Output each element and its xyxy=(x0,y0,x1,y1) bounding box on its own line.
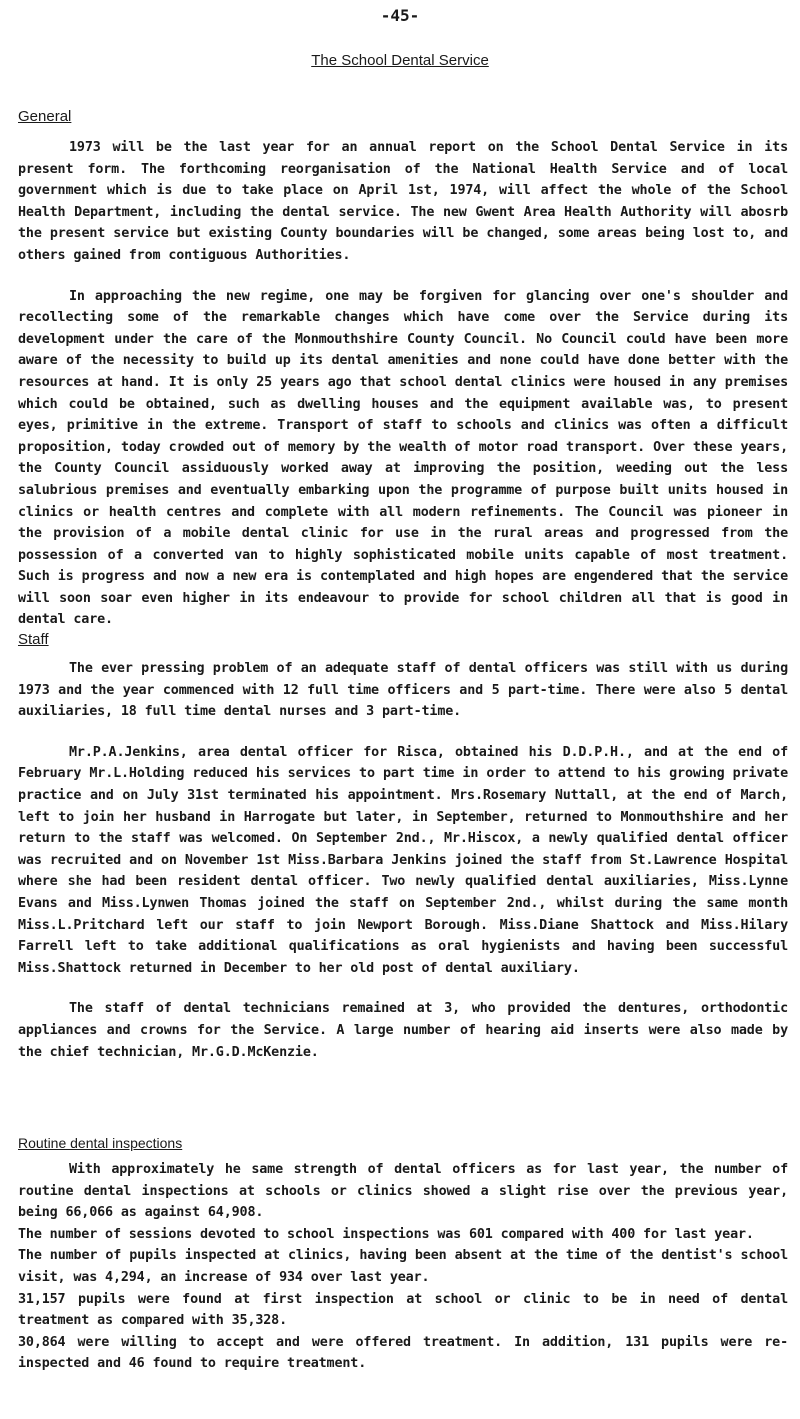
section-heading-routine: Routine dental inspections xyxy=(18,1135,183,1151)
section-general xyxy=(18,108,788,650)
paragraph-staff-2: Mr.P.A.Jenkins, area dental officer for Risca, obtained his D.D.P.H., and at the end of February Mr.L.Holding reduced his services to part time in order to attend to his growing private practice and on July 31st terminated his appointment. Mrs.Rosemary Nuttall, at the end of March, left to join her husband in Harrogate but later, in September, returned to Monmouthshire and her return to the staff was welcomed. On September 2nd., Mr.Hiscox, a newly qualified dental officer was recruited and on November 1st Miss.Barbara Jenkins joined the staff from St.Lawrence Hospital where she had been resident dental officer. Two newly qualified dental auxiliaries, Miss.Lynne Evans and Miss.Lynwen Thomas joined the staff on September 2nd., whilst during the same month Miss.L.Pritchard left our staff to join Newport Borough. Miss.Diane Shattock and Miss.Hilary Farrell left to take additional qualifications as oral hygienists and having been successful Miss.Shattock returned in December to her old post of dental auxiliary. xyxy=(18,744,788,976)
paragraph-general-2: In approaching the new regime, one may be forgiven for glancing over one's shoulder and recollecting some of the remarkable changes which have come over the Service during its development under the care of the Monmouthshire County Council. No Council could have been more aware of the necessity to build up its dental amenities and none could have done better with the resources at hand. It is only 25 years ago that school dental clinics were housed in any premises which could be obtained, such as dwelling houses and the equipment available was, to present eyes, primitive in the extreme. Transport of staff to schools and clinics was often a difficult proposition, today crowded out of memory by the wealth of motor road transport. Over these years, the County Council assiduously worked away at improving the position, weeding out the less salubrious premises and eventually embarking upon the programme of purpose built units housed in clinics or health centres and complete with all modern refinements. The Council was pioneer in the provision of a mobile dental clinic for use in the rural areas and progressed from the possession of a converted van to highly sophisticated mobile units capable of most treatment. Such is progress and now a new era is contemplated and high hopes are engendered that the service will soon soar even higher in its endeavour to provide for school children all that is good in dental care. xyxy=(18,288,788,628)
section-staff xyxy=(18,631,788,1082)
paragraph-staff-3: The staff of dental technicians remained at 3, who provided the dentures, orthodontic appliances and crowns for the Service. A large number of hearing aid inserts were also made by the chief technician, Mr.G.D.McKenzie. xyxy=(18,1001,788,1060)
section-heading-staff: Staff xyxy=(18,631,49,648)
paragraph-routine-2: The number of sessions devoted to school inspections was 601 compared with 400 for last year. xyxy=(18,1226,754,1242)
paragraph-routine-4: 31,157 pupils were found at first inspection at school or clinic to be in need of dental treatment as compared with 35,328. xyxy=(18,1291,788,1329)
paragraph-staff-1: The ever pressing problem of an adequate staff of dental officers was still with us during 1973 and the year commenced with 12 full time officers and 5 part-time. There were also 5 dental auxiliaries, 18 full time dental nurses and 3 part-time. xyxy=(18,661,788,720)
paragraph-routine-5: 30,864 were willing to accept and were offered treatment. In addition, 131 pupils were re-inspected and 46 found to require treatment. xyxy=(18,1334,788,1372)
paragraph-routine-3: The number of pupils inspected at clinics, having been absent at the time of the dentist's school visit, was 4,294, an increase of 934 over last year. xyxy=(18,1248,788,1285)
paragraph-routine-1: With approximately he same strength of dental officers as for last year, the number of routine dental inspections at schools or clinics showed a slight rise over the previous year, being 66,066 as against 64,908. xyxy=(18,1162,788,1221)
page-number: -45- xyxy=(380,6,420,25)
section-heading-general: General xyxy=(18,108,72,125)
section-routine-inspections xyxy=(18,1135,788,1375)
document-title: The School Dental Service xyxy=(311,52,489,69)
paragraph-general-1: 1973 will be the last year for an annual report on the School Dental Service in its present form. The forthcoming reorganisation of the National Health Service and of local government which is due to take place on April 1st, 1974, will affect the whole of the School Health Department, including the dental service. The new Gwent Area Health Authority will abosrb the present service but existing County boundaries will be changed, some areas being lost to, and others gained from contiguous Authorities. xyxy=(18,140,788,263)
